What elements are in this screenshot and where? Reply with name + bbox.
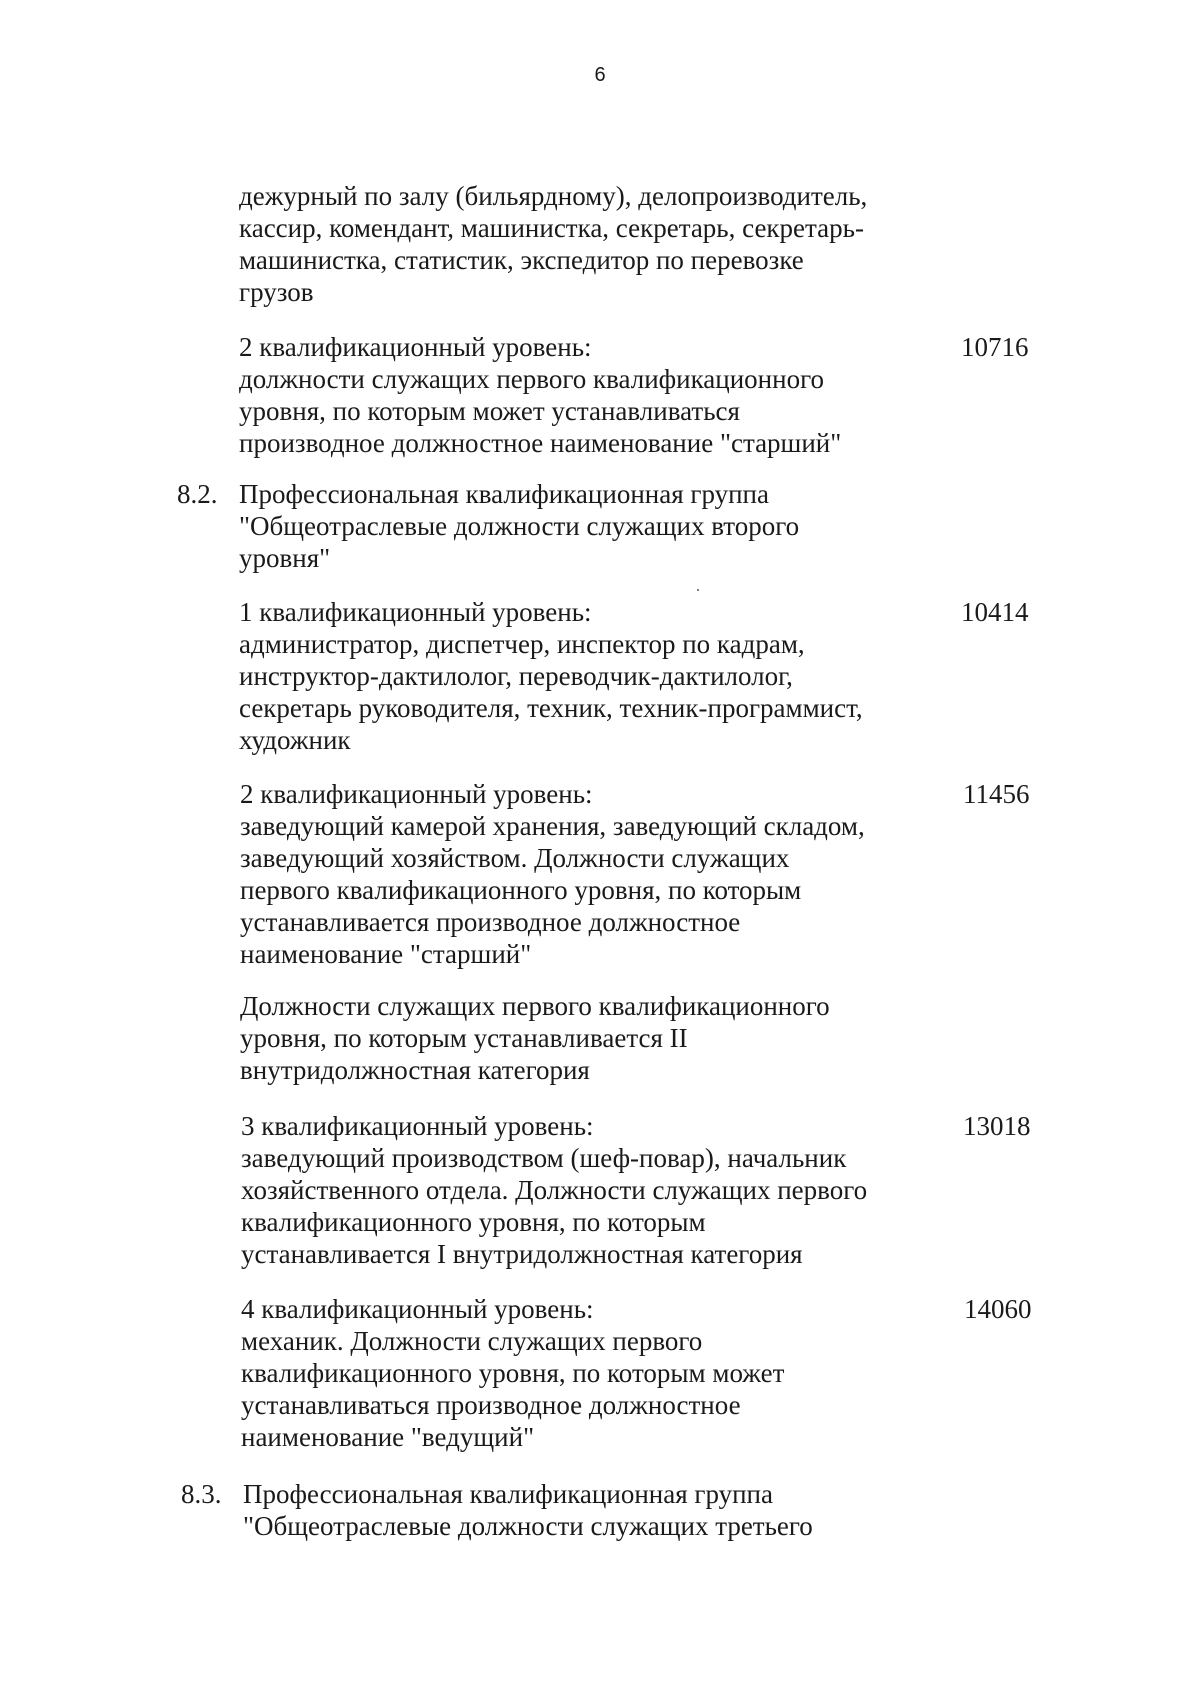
entry-line: Профессиональная квалификационная группа [239, 479, 769, 509]
entry-line: уровня" [239, 543, 331, 573]
entry-line: хозяйственного отдела. Должности служащих первого [241, 1175, 868, 1205]
entry-line: уровня, по которым может устанавливаться [239, 396, 740, 426]
entry-text [241, 1293, 784, 1453]
section-title [239, 478, 799, 574]
section-title [243, 1478, 813, 1542]
entry-line: наименование "ведущий" [241, 1422, 535, 1452]
entry-line: инструктор-дактилолог, переводчик-дактилолог, [239, 661, 793, 691]
section-number: 8.3. [181, 1479, 222, 1509]
entry-line: заведующий хозяйством. Должности служащих [240, 843, 790, 873]
level-heading: 4 квалификационный уровень: [241, 1294, 594, 1324]
entry-line: заведующий камерой хранения, заведующий складом, [240, 811, 865, 841]
entry-text [240, 990, 830, 1086]
entry-line: производное должностное наименование "старший" [239, 428, 842, 458]
entry-line: уровня, по которым устанавливается II [240, 1023, 688, 1053]
entry-line: устанавливается I внутридолжностная категория [241, 1239, 803, 1269]
entry-text [239, 596, 863, 756]
entry-line: заведующий производством (шеф-повар), начальник [241, 1143, 847, 1173]
scan-speck [697, 589, 699, 591]
entry-text [239, 331, 841, 459]
entry-line: внутридолжностная категория [240, 1055, 590, 1085]
entry-line: секретарь руководителя, техник, техник-программист, [239, 693, 863, 723]
level-heading: 3 квалификационный уровень: [241, 1111, 594, 1141]
entry-line: устанавливается производное должностное [240, 907, 741, 937]
entry-text [240, 778, 865, 970]
page-number: 6 [594, 64, 606, 86]
entry-line: Профессиональная квалификационная группа [243, 1479, 773, 1509]
entry-line: устанавливаться производное должностное [241, 1390, 741, 1420]
entry-line: Должности служащих первого квалификационного [240, 991, 830, 1021]
section-number: 8.2. [177, 479, 218, 509]
entry-text [241, 1110, 867, 1270]
entry-line: квалификационного уровня, по которым [241, 1207, 706, 1237]
entry-line: грузов [239, 277, 314, 307]
salary-amount: 14060 [964, 1294, 1032, 1324]
entry-line: художник [239, 725, 351, 755]
entry-line: машинистка, статистик, экспедитор по перевозке [239, 245, 804, 275]
salary-amount: 11456 [963, 779, 1030, 809]
level-heading: 2 квалификационный уровень: [239, 332, 592, 362]
entry-line: должности служащих первого квалификационного [239, 364, 824, 394]
entry-line: "Общеотраслевые должности служащих третьего [243, 1511, 813, 1541]
entry-line: первого квалификационного уровня, по которым [240, 875, 802, 905]
entry-line: наименование "старший" [240, 939, 532, 969]
entry-line: кассир, комендант, машинистка, секретарь, секретарь- [239, 213, 864, 243]
entry-line: "Общеотраслевые должности служащих второго [239, 511, 800, 541]
entry-line: администратор, диспетчер, инспектор по кадрам, [239, 629, 805, 659]
entry-text [239, 180, 867, 308]
entry-line: дежурный по залу (бильярдному), делопроизводитель, [239, 181, 868, 211]
level-heading: 2 квалификационный уровень: [240, 779, 593, 809]
salary-amount: 13018 [963, 1111, 1031, 1141]
salary-amount: 10716 [961, 332, 1029, 362]
salary-amount: 10414 [961, 597, 1029, 627]
entry-line: механик. Должности служащих первого [241, 1326, 703, 1356]
entry-line: квалификационного уровня, по которым может [241, 1358, 785, 1388]
level-heading: 1 квалификационный уровень: [239, 597, 592, 627]
